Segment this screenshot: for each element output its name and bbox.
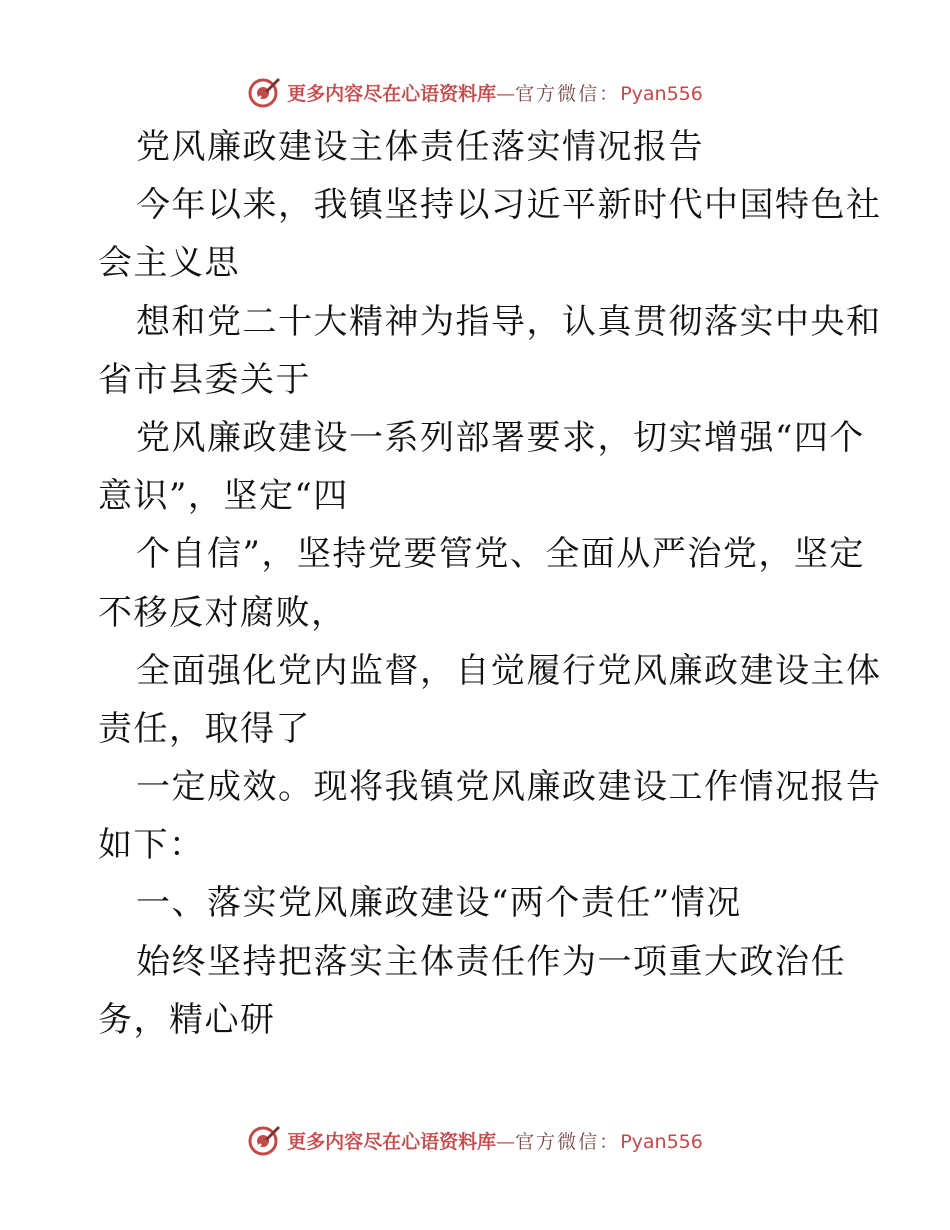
document-line: 个自信”，坚持党要管党、全面从严治党，坚定: [136, 534, 865, 575]
document-line: 全面强化党内监督，自觉履行党风廉政建设主体: [136, 650, 882, 691]
watermark-dash: —: [496, 82, 516, 105]
footer-watermark: [0, 1120, 950, 1160]
pen-nib-logo-icon: [247, 75, 281, 109]
watermark-brand: 更多内容尽在心语资料库: [287, 1130, 497, 1153]
document-line: 想和党二十大精神为指导，认真贯彻落实中央和: [136, 301, 882, 342]
document-line: 务，精心研: [98, 999, 276, 1040]
document-line: 意识”，坚定“四: [98, 476, 349, 517]
watermark-official-label: 官方微信：: [515, 82, 621, 105]
document-body: [98, 118, 882, 1049]
document-line: 党风廉政建设主体责任落实情况报告: [136, 127, 704, 167]
watermark-account: Pyan556: [620, 1130, 703, 1153]
document-line: 责任，取得了: [98, 708, 311, 749]
watermark-brand: 更多内容尽在心语资料库: [287, 82, 497, 105]
document-line: 如下：: [98, 825, 205, 866]
document-line: 今年以来，我镇坚持以习近平新时代中国特色社: [136, 185, 882, 226]
pen-nib-logo-icon: [247, 1123, 281, 1157]
header-watermark: [0, 72, 950, 112]
document-line: 不移反对腐败，: [98, 592, 347, 633]
document-line: 会主义思: [98, 243, 240, 284]
watermark-dash: —: [496, 1130, 516, 1153]
watermark-account: Pyan556: [620, 82, 703, 105]
document-line: 省市县委关于: [98, 359, 311, 400]
document-line: 党风廉政建设一系列部署要求，切实增强“四个: [136, 417, 865, 458]
document-line: 始终坚持把落实主体责任作为一项重大政治任: [136, 941, 846, 982]
document-line: 一定成效。现将我镇党风廉政建设工作情况报告: [136, 767, 882, 808]
document-line: 一、落实党风廉政建设“两个责任”情况: [136, 883, 742, 924]
watermark-official-label: 官方微信：: [515, 1130, 621, 1153]
